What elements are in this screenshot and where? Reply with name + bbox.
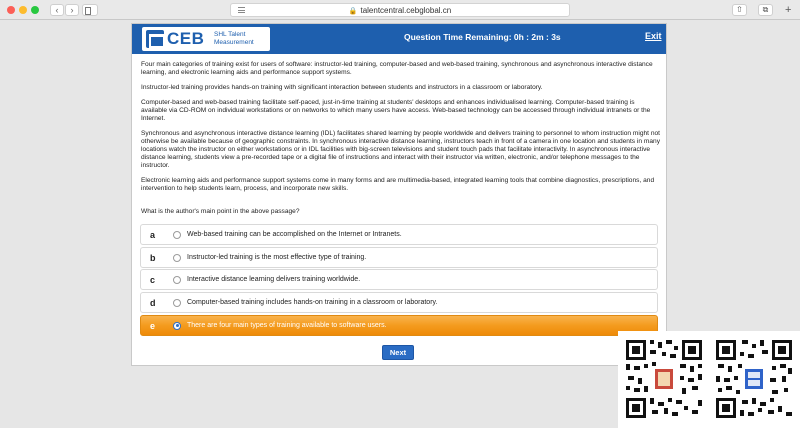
url-text: talentcentral.cebglobal.cn [360,6,452,15]
sidebar-toggle-icon[interactable] [82,4,98,16]
lock-icon: 🔒 [348,8,358,15]
forward-arrow-icon[interactable]: › [65,4,79,16]
passage-paragraph: Synchronous and asynchronous interactive distance learning (IDL) facilitates shared learning by people worldwide and delivers training to personnel to whom instruction might not otherwise be available because of geographic constraints. In synchronous interactive distance learning, instructors teach in front of a camera in one location and students in many locations watch the instructor on either workstations or in IDL facilities with big-screen televisions and student touch pads that facilitate interactivity. In asynchronous interactive distance learning, students view a pre-recorded tape or a digital file of instructions and interact with their instructor via written, electronic, and/or telephone messages to the instructor. [141,130,661,169]
qr-code-right [714,338,794,420]
passage-paragraph: Instructor-led training provides hands-on training with significant interaction between students and instructors in a classroom or laboratory. [141,84,543,91]
back-arrow-icon[interactable]: ‹ [50,4,64,16]
assessment-header [132,24,666,54]
address-bar[interactable] [230,3,570,17]
option-radio[interactable] [173,254,181,262]
option-letter: b [150,252,156,263]
option-text: Instructor-led training is the most effective type of training. [187,253,367,261]
assessment-panel [131,23,667,366]
share-icon[interactable]: ⇧ [732,4,747,16]
option-radio[interactable] [173,231,181,239]
logo-subtitle: SHL Talent Measurement [214,31,254,46]
option-text: Computer-based training includes hands-on training in a classroom or laboratory. [187,299,438,307]
question-text: What is the author's main point in the above passage? [141,208,300,215]
answer-option-a[interactable] [140,224,658,245]
logo-text: CEB [167,29,205,48]
window-maximize-button[interactable] [31,6,39,14]
option-radio[interactable] [173,299,181,307]
answer-options [140,224,658,337]
answer-option-d[interactable] [140,292,658,313]
new-tab-icon[interactable]: + [785,4,792,16]
browser-toolbar [0,0,800,20]
exit-link[interactable]: Exit [645,31,662,41]
reading-passage [141,61,661,200]
option-text: Web-based training can be accomplished on the Internet or Intranets. [187,231,402,238]
option-radio[interactable] [173,322,181,330]
passage-paragraph: Electronic learning aids and performance support systems come in many forms and are multimedia-based, integrated learning tools that combine diagnostics, prescriptions, and intervention to help students learn, process, and incorporate new skills. [141,177,655,192]
reader-menu-icon[interactable] [238,7,245,13]
window-close-button[interactable] [7,6,15,14]
ceb-logo-icon [146,30,164,48]
tabs-overview-icon[interactable]: ⧉ [758,4,773,16]
option-letter: c [150,275,156,286]
passage-paragraph: Computer-based and web-based training facilitate self-paced, just-in-time training at students' desktops and enhances individualised learning. Computer-based training is available via CD-ROM on individual workstations or on networks to which many users have access. Web-based technology can be accessed through individual intranets or the Internet. [141,99,651,122]
option-radio[interactable] [173,276,181,284]
qr-code-left [624,338,704,420]
ceb-logo [142,27,270,51]
question-timer: Question Time Remaining: 0h : 2m : 3s [404,32,561,42]
option-letter: d [150,298,156,309]
option-letter: e [150,320,156,331]
window-minimize-button[interactable] [19,6,27,14]
answer-option-b[interactable] [140,247,658,268]
option-letter: a [150,230,156,240]
option-text: Interactive distance learning delivers training worldwide. [187,276,361,284]
option-text: There are four main types of training available to software users. [187,321,387,329]
answer-option-c[interactable] [140,269,658,290]
qr-code-overlay [618,331,800,428]
passage-paragraph: Four main categories of training exist for users of software: instructor-led training, computer-based and web-based training, synchronous and asynchronous interactive distance learning, and electronic learning aids and performance support systems. [141,61,653,76]
answer-option-e[interactable] [140,315,658,336]
next-button[interactable]: Next [382,345,414,360]
